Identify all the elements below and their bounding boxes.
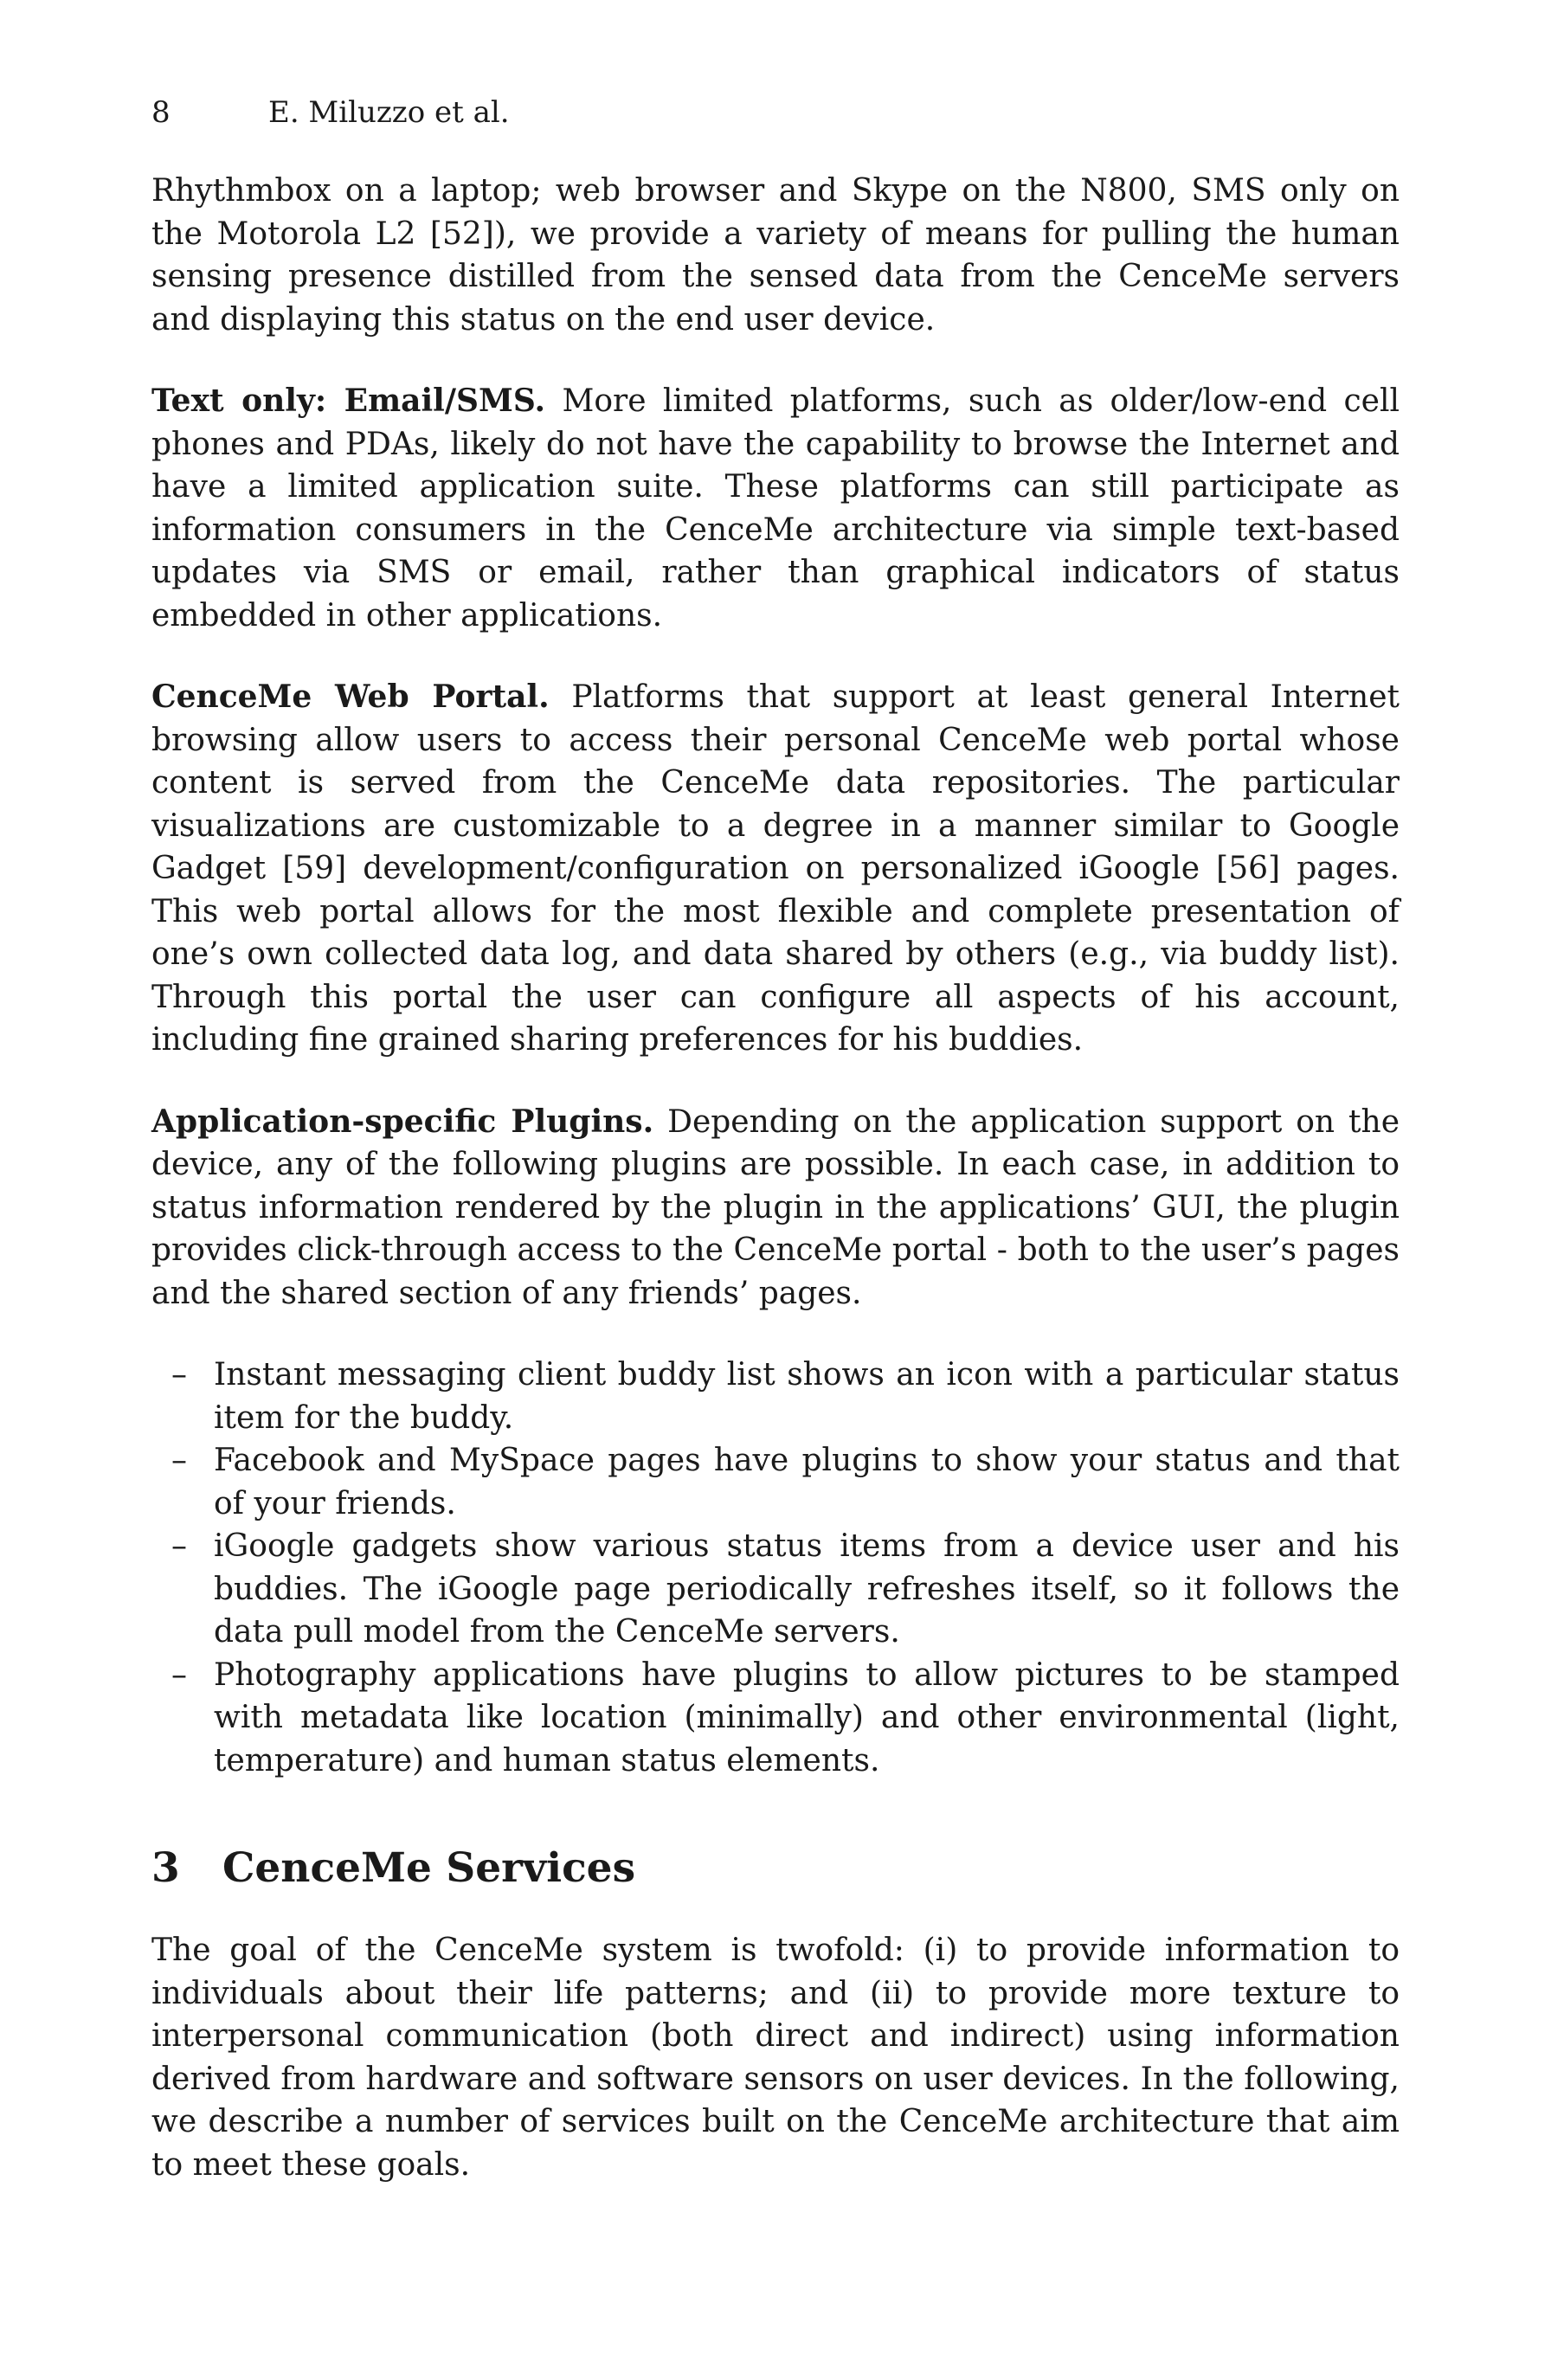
text-only-paragraph (151, 380, 1400, 637)
text-only-heading: Text only: Email/SMS. (151, 383, 546, 419)
list-item (151, 1525, 1400, 1654)
plugins-list (151, 1354, 1400, 1782)
page-number: 8 (151, 95, 171, 130)
page (151, 93, 1400, 2225)
intro-paragraph: Rhythmbox on a laptop; web browser and Skype on the N800, SMS only on the Motorola L2 [52]), we provide a variety of means for pulling the human sensing presence distilled from the sensed data from the CenceMe servers and displaying this status on the end user device. (151, 173, 1400, 338)
bullet-dash: – (171, 1528, 187, 1564)
bullet-dash: – (171, 1357, 187, 1393)
list-item (151, 1354, 1400, 1439)
plugins-paragraph (151, 1101, 1400, 1315)
plugins-heading: Application-specific Plugins. (151, 1103, 654, 1140)
section-paragraph: The goal of the CenceMe system is twofold: (i) to provide information to individuals about their life patterns; and (ii) to provide more texture to interpersonal communication (both direct and indirect) using information derived from hardware and software sensors on user devices. In the following, we describe a number of services built on the CenceMe architecture that aim to meet these goals. (151, 1933, 1400, 2183)
plugins-body: Depending on the application support on the device, any of the following plugins are possible. In each case, in addition to status information rendered by the plugin in the applications’ GUI, the plugin provides click-through access to the CenceMe portal - both to the user’s pages and the shared section of any friends’ pages. (151, 1103, 1400, 1311)
bullet-dash: – (171, 1656, 187, 1693)
section-heading (151, 1843, 1400, 1894)
list-item (151, 1654, 1400, 1783)
list-item-text: Instant messaging client buddy list shows an icon with a particular status item for the buddy. (214, 1357, 1400, 1436)
list-item-text: Facebook and MySpace pages have plugins to show your status and that of your friends. (214, 1443, 1400, 1521)
web-portal-heading: CenceMe Web Portal. (151, 679, 550, 715)
web-portal-body: Platforms that support at least general Internet browsing allow users to access their personal CenceMe web portal whose content is served from the CenceMe data repositories. The particular visualizations are customizable to a degree in a manner similar to Google Gadget [59] development/configuration on personalized iGoogle [56] pages. This web portal allows for the most flexible and complete presentation of one’s own collected data log, and data shared by others (e.g., via buddy list). Through this portal the user can configure all aspects of his account, including fine grained sharing preferences for his buddies. (151, 679, 1400, 1058)
list-item-text: Photography applications have plugins to allow pictures to be stamped with metadata like location (minimally) and other environmental (light, temperature) and human status elements. (214, 1656, 1400, 1779)
running-head (151, 93, 1400, 132)
list-item (151, 1439, 1400, 1525)
web-portal-paragraph (151, 676, 1400, 1062)
section-title: CenceMe Services (222, 1844, 636, 1892)
bullet-dash: – (171, 1443, 187, 1478)
running-head-authors: E. Miluzzo et al. (268, 95, 510, 130)
section-number: 3 (151, 1844, 180, 1892)
list-item-text: iGoogle gadgets show various status items from a device user and his buddies. The iGoogle page periodically refreshes itself, so it follows the data pull model from the CenceMe servers. (214, 1528, 1400, 1650)
text-only-body: More limited platforms, such as older/low-end cell phones and PDAs, likely do not have the capability to browse the Internet and have a limited application suite. These platforms can still participate as information consumers in the CenceMe architecture via simple text-based updates via SMS or email, rather than graphical indicators of status embedded in other applications. (151, 383, 1400, 634)
